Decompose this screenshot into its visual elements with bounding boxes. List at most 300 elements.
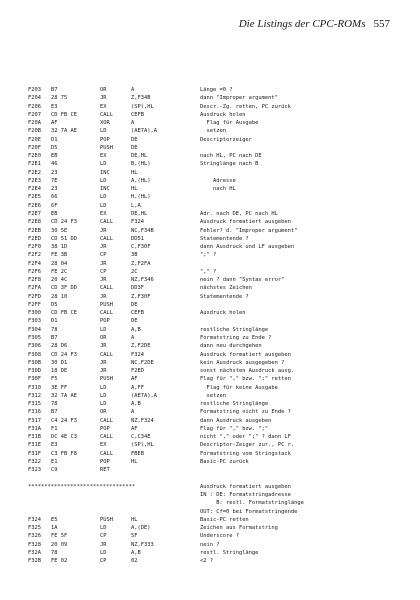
address: F323 [28,467,41,474]
hex-bytes: CD FB CE [51,111,77,118]
mnemonic: LD [100,326,107,333]
listing-row [28,136,408,144]
listing-row [28,417,408,425]
operand: C,F30F [131,244,151,251]
address: F324 [28,516,41,523]
comment: Formatstring vom Stringstack [200,450,291,457]
comment: Zeichen aus Formatstring [200,525,278,532]
comment: sonst nächsten Ausdruck ausg. [200,368,295,375]
address: F317 [28,417,41,424]
comment: nach HL [200,186,236,193]
comment: Ausdruck formatiert ausgeben [200,219,291,226]
operand: (SP),HL [131,442,154,449]
operand: A [131,409,135,416]
hex-bytes: E3 [51,442,58,449]
address: F316 [28,409,41,416]
address: F305 [28,334,41,341]
mnemonic: PUSH [100,301,113,308]
mnemonic: LD [100,549,107,556]
listing-row [28,185,408,193]
operand: NC,F2DE [131,359,154,366]
hex-bytes: 46 [51,161,58,168]
mnemonic: PUSH [100,376,113,383]
address: F2F0 [28,244,41,251]
address: F30F [28,376,41,383]
operand: A,(DE) [131,525,151,532]
address: F308 [28,351,41,358]
hex-bytes: CD 3F DD [51,285,77,292]
hex-bytes: B7 [51,87,58,93]
operand: NZ,F333 [131,541,154,548]
listing-row [28,524,408,532]
address: F2E8 [28,219,41,226]
page-number: 557 [373,18,390,30]
listing-row [28,425,408,433]
comment: Fehler? d. "Improper argument" [200,227,298,234]
mnemonic: CALL [100,450,113,457]
mnemonic: CALL [100,310,113,317]
hex-bytes: CD 51 DD [51,235,77,242]
hex-bytes: B7 [51,409,58,416]
listing-row [28,251,408,259]
address: F203 [28,87,41,93]
hex-bytes: 18 DE [51,368,68,375]
operand: F2ED [131,368,144,375]
comment: Ausdruck holen [200,310,246,317]
listing-row [28,152,408,160]
mnemonic: LD [100,401,107,408]
hex-bytes: D1 [51,318,58,325]
operand: NZ,F324 [131,417,154,424]
address: F2ED [28,235,41,242]
address: F2E3 [28,177,41,184]
operand: H,(HL) [131,194,151,201]
operand: L,A [131,202,141,209]
hex-bytes: 28 10 [51,293,68,300]
mnemonic: JR [100,293,107,300]
address: F328 [28,541,41,548]
comment: Descr.-Zg. retten, PC zurück [200,103,291,110]
address: F2F4 [28,260,41,267]
separator-stars: ********************************* [28,483,136,490]
listing-row [28,218,408,226]
listing-row [28,243,408,251]
hex-bytes: C9 [51,467,58,474]
mnemonic: POP [100,425,110,432]
hex-bytes: FE 02 [51,558,68,565]
address: F204 [28,95,41,102]
address: F2F6 [28,268,41,275]
mnemonic: PUSH [100,516,113,523]
routine-description-line [28,499,408,507]
address: F2EB [28,227,41,234]
mnemonic: EX [100,153,107,160]
listing-row [28,342,408,350]
address: F206 [28,103,41,110]
address: F2E1 [28,161,41,168]
address: F325 [28,525,41,532]
comment: nächstes Zeichen [200,285,252,292]
listing-row [28,367,408,375]
operand: DE [131,301,138,308]
listing-row [28,516,408,524]
operand: F324 [131,351,144,358]
mnemonic: JR [100,359,107,366]
listing-row [28,160,408,168]
comment: restliche Stringlänge [200,326,269,333]
address: F20E [28,136,41,143]
hex-bytes: E5 [51,516,58,523]
listing-row [28,111,408,119]
hex-bytes: 32 7A AE [51,392,77,399]
mnemonic: JR [100,227,107,234]
mnemonic: CALL [100,434,113,441]
address: F2E4 [28,186,41,193]
mnemonic: EX [100,442,107,449]
listing-row [28,276,408,284]
hex-bytes: 23 [51,169,58,176]
operand: (SP),HL [131,103,154,110]
hex-bytes: EB [51,153,58,160]
listing-row [28,94,408,102]
listing-row [28,301,408,309]
listing-row [28,235,408,243]
hex-bytes: E1 [51,458,58,465]
hex-bytes: D1 [51,136,58,143]
hex-bytes: CD 24 F3 [51,219,77,226]
comment: kein Ausdruck ausgegeben ? [200,359,285,366]
listing-row [28,210,408,218]
mnemonic: RET [100,467,110,474]
operand: A [131,87,135,93]
hex-bytes: 28 75 [51,95,68,102]
mnemonic: LD [100,194,107,201]
mnemonic: CALL [100,285,113,292]
routine-description: Ausdruck formatiert ausgeben [200,483,291,490]
listing-row [28,359,408,367]
hex-bytes: 30 5E [51,227,68,234]
mnemonic: POP [100,136,110,143]
operand: 5F [131,533,138,540]
mnemonic: LD [100,177,107,184]
comment: Descriptor-Zeiger zur., PC r. [200,442,295,449]
listing-row [28,532,408,540]
mnemonic: POP [100,318,110,325]
mnemonic: OR [100,334,107,341]
comment: nein ? [200,541,220,548]
hex-bytes: B7 [51,334,58,341]
operand: DD3F [131,285,144,292]
mnemonic: JR [100,343,107,350]
address: F2E0 [28,153,41,160]
hex-bytes: 38 1D [51,244,68,251]
address: F2FA [28,285,41,292]
comment: Flag für keine Ausgabe [200,384,278,391]
operand: DE [131,318,138,325]
listing-row [28,193,408,201]
section-separator [28,483,408,491]
comment: nicht "," oder ";" ? dann LF [200,434,291,441]
mnemonic: JR [100,244,107,251]
mnemonic: INC [100,186,110,193]
hex-bytes: 28 D6 [51,343,68,350]
mnemonic: OR [100,409,107,416]
hex-bytes: 23 [51,186,58,193]
address: F2F2 [28,252,41,259]
listing-row [28,202,408,210]
listing-row [28,450,408,458]
comment: Formatstring nicht zu Ende ? [200,409,291,416]
listing-row [28,458,408,466]
comment: dann neu durchgehen [200,343,262,350]
mnemonic: LD [100,202,107,209]
operand: DE,HL [131,153,148,160]
address: F32A [28,549,41,556]
routine-description: IN : DE: Formatstringadresse [200,492,291,499]
mnemonic: LD [100,384,107,391]
operand: DE [131,136,138,143]
hex-bytes: 20 4C [51,277,68,284]
listing-row [28,309,408,317]
operand: (AE7A),A [131,392,157,399]
hex-bytes: 78 [51,401,58,408]
routine-description: OUT: Cf=0 bei Formatstringende [200,508,298,515]
address: F2E6 [28,202,41,209]
hex-bytes: 3E FF [51,384,68,391]
listing-row [28,433,408,441]
mnemonic: JR [100,95,107,102]
comment: Stringlänge nach B [200,161,259,168]
comment: Underscore ? [200,533,239,540]
hex-bytes: 28 04 [51,260,68,267]
listing-row [28,441,408,449]
address: F31B [28,434,41,441]
comment: nein ? dann "Syntax error" [200,277,285,284]
address: F322 [28,458,41,465]
mnemonic: LD [100,161,107,168]
hex-bytes: AF [51,120,58,127]
routine-description-line [28,508,408,516]
hex-bytes: F1 [51,425,58,432]
address: F30B [28,359,41,366]
assembly-listing [28,86,408,565]
hex-bytes: C3 FB F8 [51,450,77,457]
comment: Adr. nach DE, PC nach HL [200,210,278,217]
mnemonic: JR [100,368,107,375]
hex-bytes: FE 2C [51,268,68,275]
hex-bytes: 6F [51,202,58,209]
address: F303 [28,318,41,325]
address: F304 [28,326,41,333]
listing-row [28,86,408,94]
address: F315 [28,401,41,408]
operand: AF [131,425,138,432]
mnemonic: CP [100,268,107,275]
comment: Flag für "," bzw. ";" retten [200,376,291,383]
mnemonic: CP [100,252,107,259]
comment: nach HL, PC nach DE [200,153,262,160]
operand: A,FF [131,384,144,391]
operand: C,C34E [131,434,151,441]
operand: 02 [131,558,138,565]
address: F207 [28,111,41,118]
running-title: Die Listings der CPC-ROMs [238,18,366,30]
mnemonic: JR [100,260,107,267]
operand: A [131,334,135,341]
address: F31A [28,425,41,432]
hex-bytes: C4 24 F3 [51,417,77,424]
mnemonic: LD [100,392,107,399]
hex-bytes: 66 [51,194,58,201]
comment: Länge =0 ? [200,87,233,93]
comment: Flag für "," bzw. ";" [200,425,269,432]
hex-bytes: F5 [51,376,58,383]
comment: Statementende ? [200,293,249,300]
listing-row [28,466,408,474]
page-header [239,18,390,30]
operand: HL [131,186,138,193]
listing-row [28,392,408,400]
operand: 2C [131,268,138,275]
mnemonic: XOR [100,120,110,127]
operand: CEFB [131,111,144,118]
mnemonic: INC [100,169,110,176]
listing-row [28,400,408,408]
address: F326 [28,533,41,540]
operand: Z,F2DE [131,343,151,350]
hex-bytes: CD FB CE [51,310,77,317]
operand: A,B [131,401,141,408]
comment: restl. Stringlänge [200,549,259,556]
listing-row [28,375,408,383]
address: F31F [28,450,41,457]
operand: NC,F34B [131,227,154,234]
mnemonic: LD [100,525,107,532]
mnemonic: CP [100,558,107,565]
operand: FBEB [131,450,144,457]
comment: "," ? [200,268,217,275]
mnemonic: JR [100,277,107,284]
comment: dann Ausdruck ausgeben [200,417,272,424]
operand: A,B [131,326,141,333]
listing-row [28,260,408,268]
hex-bytes: EB [51,210,58,217]
listing-row [28,326,408,334]
hex-bytes: 78 [51,326,58,333]
mnemonic: CALL [100,235,113,242]
comment: restliche Stringlänge [200,401,269,408]
listing-row [28,317,408,325]
address: F32B [28,558,41,565]
hex-bytes: 7E [51,177,58,184]
operand: Z,F2FA [131,260,151,267]
comment: Ausdruck holen [200,111,246,118]
operand: DE,HL [131,210,148,217]
comment: Descriptorzeiger [200,136,252,143]
mnemonic: CALL [100,219,113,226]
operand: HL [131,169,138,176]
listing-row [28,227,408,235]
operand: HL [131,516,138,523]
listing-row [28,408,408,416]
comment: Ausdruck formatiert ausgeben [200,351,291,358]
hex-bytes: DC 4E C3 [51,434,77,441]
listing-row [28,384,408,392]
operand: A,B [131,549,141,556]
operand: F324 [131,219,144,226]
operand: Z,F34B [131,95,151,102]
listing-row [28,557,408,565]
mnemonic: CP [100,533,107,540]
listing-row [28,351,408,359]
address: F2E7 [28,210,41,217]
listing-row [28,549,408,557]
operand: 3B [131,252,138,259]
hex-bytes: 32 7A AE [51,128,77,135]
hex-bytes: FE 5F [51,533,68,540]
hex-bytes: D5 [51,144,58,151]
address: F31E [28,442,41,449]
comment: ";" ? [200,252,217,259]
listing-row [28,103,408,111]
hex-bytes: FE 3B [51,252,68,259]
comment: Statementende ? [200,235,249,242]
address: F300 [28,310,41,317]
operand: NZ,F346 [131,277,154,284]
comment: setzen [200,392,226,399]
operand: DE [131,144,138,151]
listing-row [28,177,408,185]
comment: setzen [200,128,226,135]
mnemonic: EX [100,103,107,110]
address: F2FD [28,293,41,300]
mnemonic: POP [100,458,110,465]
mnemonic: CALL [100,111,113,118]
address: F2FF [28,301,41,308]
hex-bytes: CD 24 F3 [51,351,77,358]
address: F312 [28,392,41,399]
mnemonic: JR [100,541,107,548]
mnemonic: CALL [100,417,113,424]
comment: dann "Improper argument" [200,95,278,102]
operand: B,(HL) [131,161,151,168]
comment: Adresse [200,177,236,184]
operand: CEFB [131,310,144,317]
operand: (AE7A),A [131,128,157,135]
listing-row [28,541,408,549]
routine-description-line [28,491,408,499]
address: F2E5 [28,194,41,201]
comment: Formatstring zu Ende ? [200,334,272,341]
address: F20F [28,144,41,151]
address: F30D [28,368,41,375]
hex-bytes: 1A [51,525,58,532]
routine-description: B: restl. Formatstringlänge [200,500,304,507]
mnemonic: PUSH [100,144,113,151]
address: F20B [28,128,41,135]
address: F20A [28,120,41,127]
listing-row [28,293,408,301]
hex-bytes: 78 [51,549,58,556]
listing-row [28,127,408,135]
listing-row [28,144,408,152]
hex-bytes: 20 09 [51,541,68,548]
operand: A [131,120,135,127]
comment: Flag für Ausgabe [200,120,259,127]
hex-bytes: D5 [51,301,58,308]
comment: Basic-PC retten [200,516,249,523]
comment: dann Ausdruck und LF ausgeben [200,244,295,251]
